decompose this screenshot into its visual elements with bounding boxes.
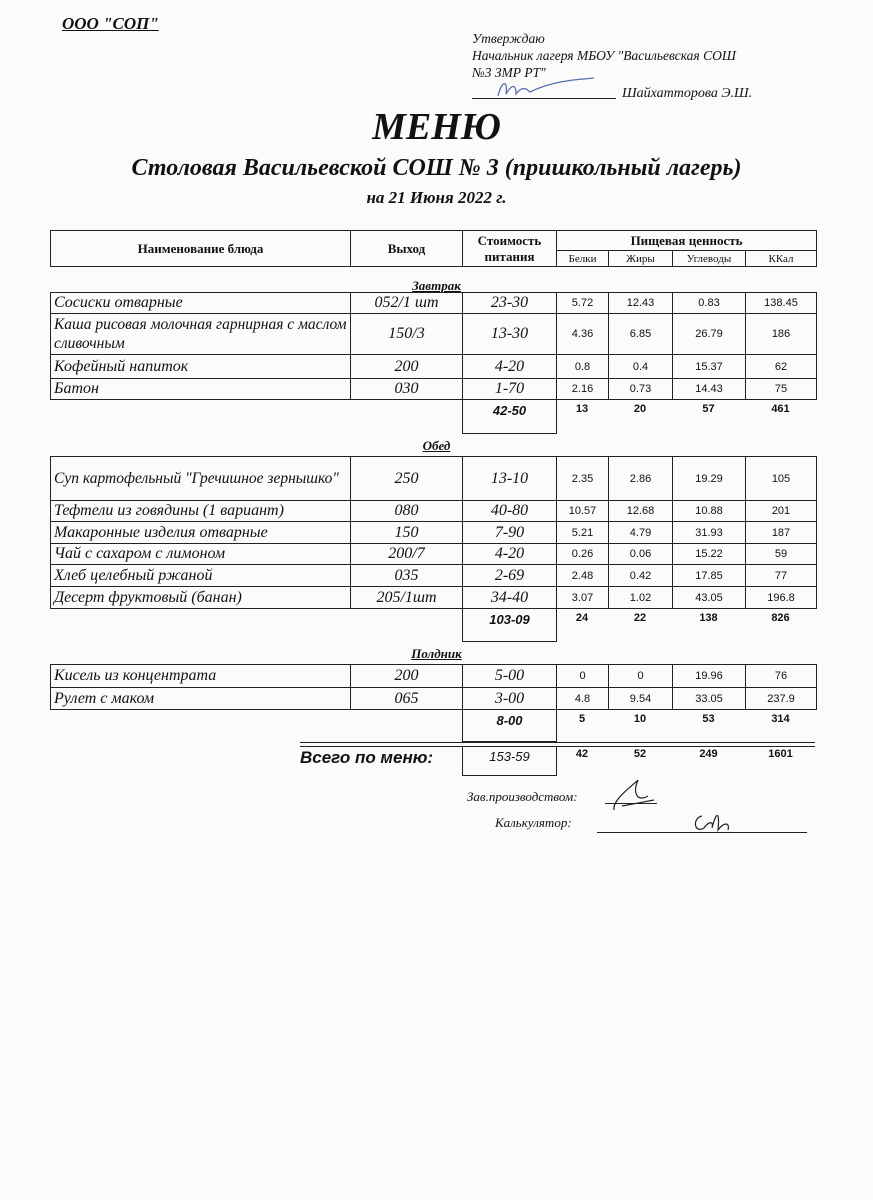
fat: 4.79 [609, 522, 673, 544]
carbs: 15.37 [673, 355, 746, 379]
section-total-value: 138 [699, 612, 718, 624]
menu-date: на 21 Июня 2022 г. [366, 188, 507, 207]
dish-name: Кисель из концентрата [51, 665, 351, 688]
kcal: 187 [746, 522, 817, 544]
section-total-value: 5 [578, 713, 586, 725]
dish-name: Тефтели из говядины (1 вариант) [51, 501, 351, 522]
kcal: 75 [746, 379, 817, 400]
grand-total-value: 52 [633, 748, 647, 760]
table-header [50, 230, 817, 267]
dish-cost: 4-20 [463, 544, 557, 565]
kcal: 62 [746, 355, 817, 379]
fat: 12.43 [609, 293, 673, 314]
section-title: Завтрак [412, 278, 461, 293]
carbs: 43.05 [673, 587, 746, 609]
grand-total-cost: 153-59 [462, 746, 557, 776]
header-protein: Белки [557, 251, 609, 267]
table-row [51, 355, 817, 379]
table-row [51, 293, 817, 314]
table-row [51, 688, 817, 710]
carbs: 15.22 [673, 544, 746, 565]
carbs: 10.88 [673, 501, 746, 522]
dish-name: Кофейный напиток [51, 355, 351, 379]
section-total-value: 20 [633, 403, 647, 415]
fat: 12.68 [609, 501, 673, 522]
protein: 2.35 [557, 457, 609, 501]
menu-table-2 [50, 664, 817, 710]
kcal: 76 [746, 665, 817, 688]
dish-yield: 150/3 [351, 314, 463, 355]
grand-total-value: 42 [575, 748, 589, 760]
dish-name: Каша рисовая молочная гарнирная с маслом сливочным [51, 314, 351, 355]
dish-cost: 13-10 [463, 457, 557, 501]
fat: 0.4 [609, 355, 673, 379]
section-title: Обед [422, 438, 451, 453]
dish-cost: 13-30 [463, 314, 557, 355]
protein: 2.16 [557, 379, 609, 400]
kcal: 59 [746, 544, 817, 565]
fat: 9.54 [609, 688, 673, 710]
section-total-value: 461 [771, 403, 790, 415]
menu-table-0 [50, 292, 817, 400]
fat: 0.06 [609, 544, 673, 565]
page-subtitle: Столовая Васильевской СОШ № 3 (пришкольный лагерь) [131, 155, 742, 181]
signature-line [472, 98, 616, 99]
table-row [51, 314, 817, 355]
carbs: 33.05 [673, 688, 746, 710]
section-total-cost: 103-09 [462, 609, 557, 642]
grand-total-label: Всего по меню: [300, 748, 434, 767]
protein: 10.57 [557, 501, 609, 522]
carbs: 17.85 [673, 565, 746, 587]
section-total-cost: 42-50 [462, 400, 557, 434]
dish-cost: 7-90 [463, 522, 557, 544]
dish-name: Суп картофельный "Гречишное зернышко" [51, 457, 351, 501]
header-nutrition: Пищевая ценность [557, 231, 817, 251]
carbs: 26.79 [673, 314, 746, 355]
fat: 1.02 [609, 587, 673, 609]
fat: 6.85 [609, 314, 673, 355]
table-row [51, 587, 817, 609]
table-row [51, 665, 817, 688]
fat: 0 [609, 665, 673, 688]
carbs: 0.83 [673, 293, 746, 314]
fat: 0.73 [609, 379, 673, 400]
carbs: 31.93 [673, 522, 746, 544]
approval-line: Начальник лагеря МБОУ "Васильевская СОШ [472, 48, 736, 63]
header-carbs: Углеводы [673, 251, 746, 267]
approval-block [472, 30, 736, 81]
dish-yield: 200/7 [351, 544, 463, 565]
organization-name: ООО "СОП" [62, 14, 159, 33]
dish-cost: 3-00 [463, 688, 557, 710]
protein: 0.26 [557, 544, 609, 565]
dish-yield: 030 [351, 379, 463, 400]
fat: 0.42 [609, 565, 673, 587]
dish-cost: 40-80 [463, 501, 557, 522]
dish-name: Десерт фруктовый (банан) [51, 587, 351, 609]
menu-table-1 [50, 456, 817, 609]
dish-yield: 065 [351, 688, 463, 710]
kcal: 77 [746, 565, 817, 587]
dish-cost: 2-69 [463, 565, 557, 587]
section-total-value: 22 [633, 612, 647, 624]
header-fat: Жиры [609, 251, 673, 267]
table-row [51, 522, 817, 544]
grand-total-value: 249 [699, 748, 718, 760]
dish-cost: 34-40 [463, 587, 557, 609]
dish-yield: 052/1 шт [351, 293, 463, 314]
protein: 3.07 [557, 587, 609, 609]
section-total-value: 53 [702, 713, 715, 725]
header-kcal: ККал [746, 251, 817, 267]
section-total-value: 24 [575, 612, 589, 624]
carbs: 19.96 [673, 665, 746, 688]
section-total-cost: 8-00 [462, 710, 557, 742]
section-title: Полдник [411, 646, 462, 661]
header-name: Наименование блюда [51, 231, 351, 267]
table-row [51, 457, 817, 501]
dish-yield: 250 [351, 457, 463, 501]
grand-total-value: 1601 [768, 748, 793, 760]
dish-name: Батон [51, 379, 351, 400]
dish-yield: 200 [351, 665, 463, 688]
production-head-signature [608, 776, 658, 816]
dish-name: Сосиски отварные [51, 293, 351, 314]
dish-name: Хлеб целебный ржаной [51, 565, 351, 587]
dish-cost: 23-30 [463, 293, 557, 314]
header-cost: Стоимость питания [463, 231, 557, 267]
protein: 0 [557, 665, 609, 688]
approval-line: №3 ЗМР РТ" [472, 65, 546, 80]
calculator-signature [690, 808, 740, 836]
section-total-value: 10 [633, 713, 647, 725]
table-row [51, 379, 817, 400]
dish-yield: 035 [351, 565, 463, 587]
dish-name: Макаронные изделия отварные [51, 522, 351, 544]
section-total-value: 826 [771, 612, 790, 624]
header-yield: Выход [351, 231, 463, 267]
table-row [51, 565, 817, 587]
kcal: 186 [746, 314, 817, 355]
protein: 5.21 [557, 522, 609, 544]
protein: 5.72 [557, 293, 609, 314]
dish-cost: 4-20 [463, 355, 557, 379]
dish-yield: 080 [351, 501, 463, 522]
production-head-label: Зав.производством: [467, 789, 578, 804]
dish-yield: 200 [351, 355, 463, 379]
dish-name: Чай с сахаром с лимоном [51, 544, 351, 565]
dish-name: Рулет с маком [51, 688, 351, 710]
double-divider [300, 742, 815, 747]
dish-cost: 5-00 [463, 665, 557, 688]
dish-cost: 1-70 [463, 379, 557, 400]
section-total-value: 57 [702, 403, 715, 415]
section-total-value: 314 [771, 713, 790, 725]
protein: 0.8 [557, 355, 609, 379]
protein: 4.8 [557, 688, 609, 710]
dish-yield: 205/1шт [351, 587, 463, 609]
kcal: 105 [746, 457, 817, 501]
carbs: 19.29 [673, 457, 746, 501]
dish-yield: 150 [351, 522, 463, 544]
page-title: МЕНЮ [372, 106, 501, 148]
table-row [51, 544, 817, 565]
carbs: 14.43 [673, 379, 746, 400]
section-total-value: 13 [575, 403, 589, 415]
calculator-label: Калькулятор: [495, 815, 572, 830]
fat: 2.86 [609, 457, 673, 501]
kcal: 201 [746, 501, 817, 522]
approval-line: Утверждаю [472, 31, 545, 46]
kcal: 196.8 [746, 587, 817, 609]
protein: 4.36 [557, 314, 609, 355]
kcal: 138.45 [746, 293, 817, 314]
approver-name: Шайхатторова Э.Ш. [622, 86, 753, 101]
protein: 2.48 [557, 565, 609, 587]
table-row [51, 501, 817, 522]
kcal: 237.9 [746, 688, 817, 710]
